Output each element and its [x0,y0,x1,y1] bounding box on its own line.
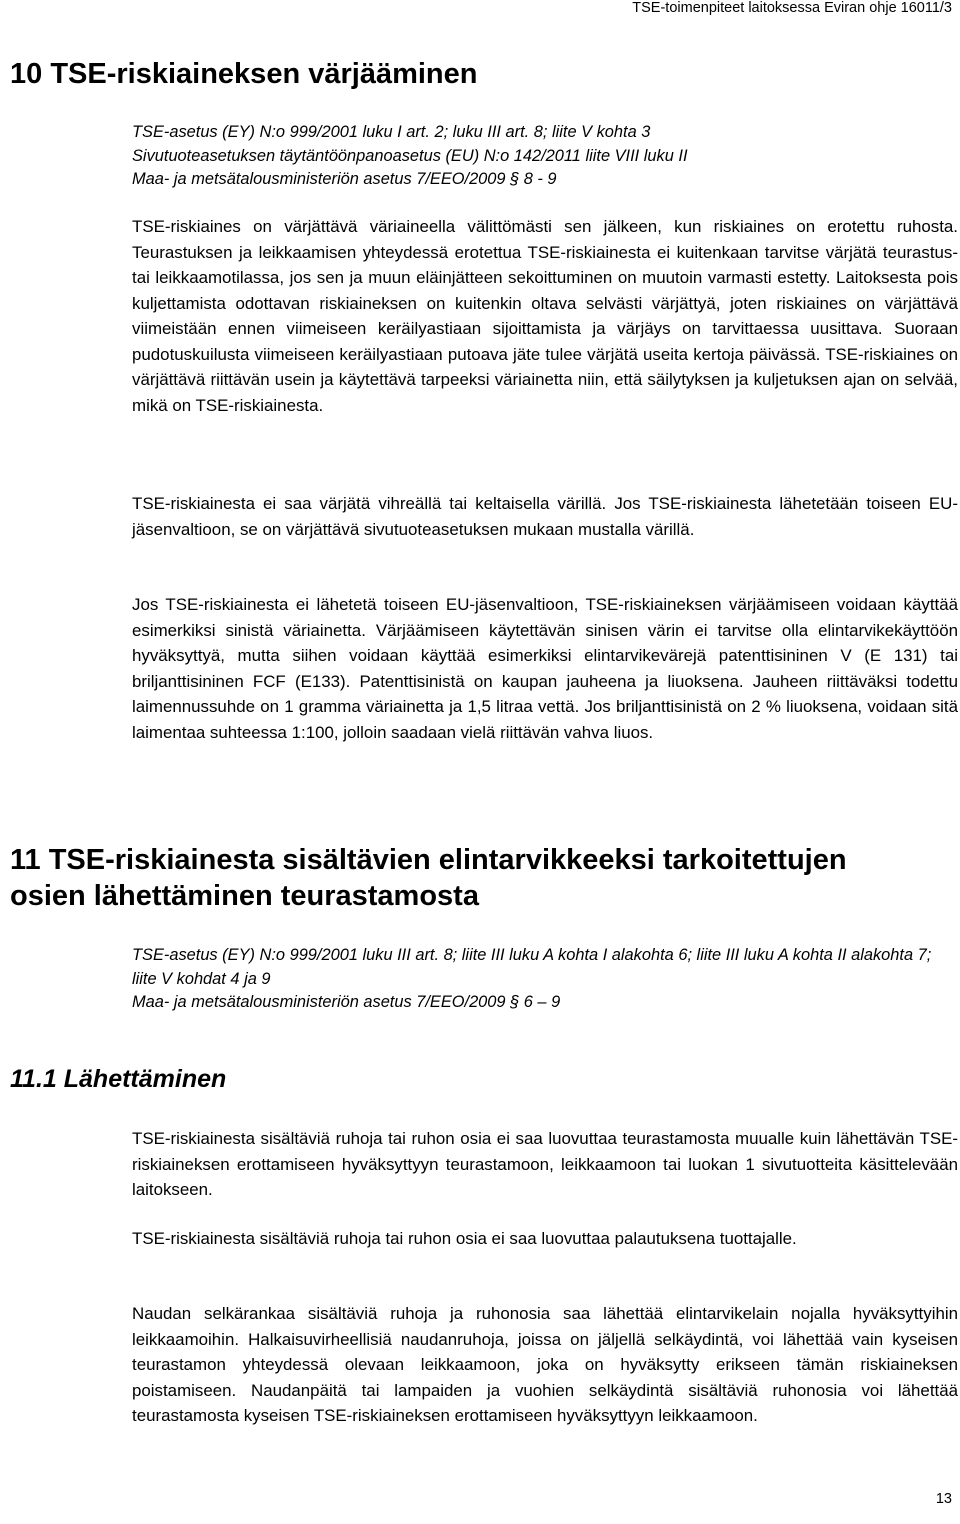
section-11-1-paragraph-3: Naudan selkärankaa sisältäviä ruhoja ja ruhonosia saa lähettää elintarvikelain nojalla hyväksyttyihin leikkaamoihin. Halkaisuvirheellisiä naudanruhoja, joissa on jäljellä selkäydintä, voi lähettää vain kyseisen teurastamon yhteydessä olevaan leikkaamoon, joka on hyväksytty erikseen tämän riskiaineksen poistamiseen. Naudanpäitä tai lampaiden ja vuohien selkäydintä sisältäviä ruhonosia voi lähettää teurastamosta kyseisen TSE-riskiaineksen erottamiseen hyväksyttyyn leikkaamoon. [132,1304,958,1425]
reference-line: Sivutuoteasetuksen täytäntöönpanoasetus (EU) N:o 142/2011 liite VIII luku II [132,146,688,165]
section-11-1-paragraph-1: TSE-riskiainesta sisältäviä ruhoja tai ruhon osia ei saa luovuttaa teurastamosta muualle kuin lähettävän TSE-riskiaineksen erottamiseen hyväksyttyyn teurastamoon, leikkaamoon tai luokan 1 sivutuotteita käsittelevään laitokseen. [132,1129,958,1199]
section-11-heading [10,842,847,914]
section-10-paragraph-1: TSE-riskiaines on värjättävä väriaineella välittömästi sen jälkeen, kun riskiaines on erotettu ruhosta. Teurastuksen ja leikkaamisen yhteydessä erotettua TSE-riskiainesta ei kuitenkaan tarvitse värjätä teurastus- tai leikkaamotilassa, jos sen ja muun eläinjätteen sekoittuminen on muutoin varmasti estetty. Laitoksesta pois kuljettamista odottavan riskiaineksen on kuitenkin oltava selvästi värjättyä, joten riskiaines on värjättävä viimeistään ennen viimeiseen keräilyastiaan sijoittamista ja värjäys on tarvittaessa uusittava. Suoraan pudotuskuilusta viimeiseen keräilyastiaan putoava jäte tulee värjätä useita kertoja päivässä. TSE-riskiaines on värjättävä riittävän usein ja käytettävä tarpeeksi väriainetta niin, että säilytyksen ja kuljetuksen ajan on selvää, mikä on TSE-riskiainesta. [132,217,958,415]
reference-line: Maa- ja metsätalousministeriön asetus 7/EEO/2009 § 6 – 9 [132,993,561,1011]
reference-line: TSE-asetus (EY) N:o 999/2001 luku I art. 2; luku III art. 8; liite V kohta 3 [132,123,651,141]
section-11-1-heading: 11.1 Lähettäminen [10,1065,227,1093]
running-header: TSE-toimenpiteet laitoksessa Eviran ohje 16011/3 [632,0,952,16]
reference-line: Maa- ja metsätalousministeriön asetus 7/EEO/2009 § 8 - 9 [132,170,557,188]
section-10-heading: 10 TSE-riskiaineksen värjääminen [10,58,478,90]
section-10-references [132,121,958,192]
section-11-heading-line-1: 11 TSE-riskiainesta sisältävien elintarvikkeeksi tarkoitettujen [10,844,847,876]
section-10-paragraph-2: TSE-riskiainesta ei saa värjätä vihreällä tai keltaisella värillä. Jos TSE-riskiainesta lähetetään toiseen EU-jäsenvaltioon, se on värjättävä sivutuoteasetuksen mukaan mustalla värillä. [132,494,958,539]
page-number: 13 [935,1491,952,1507]
section-11-heading-line-2: osien lähettäminen teurastamosta [10,880,479,912]
section-11-references [132,944,958,1015]
section-11-1-paragraph-2: TSE-riskiainesta sisältäviä ruhoja tai ruhon osia ei saa luovuttaa palautuksena tuottajalle. [132,1229,797,1248]
section-10-paragraph-3: Jos TSE-riskiainesta ei lähetetä toiseen EU-jäsenvaltioon, TSE-riskiaineksen värjäämiseen voidaan käyttää esimerkiksi sinistä väriainetta. Värjäämiseen käytettävän sinisen värin ei tarvitse olla elintarvikekäyttöön hyväksyttyä, mutta siihen voidaan käyttää esimerkiksi elintarvikevärejä patenttisininen V (E 131) tai briljanttisininen FCF (E133). Patenttisinistä on kaupan jauheena ja liuoksena. Jauheen riittäväksi todettu laimennussuhde on 1 gramma väriainetta ja 1,5 litraa vettä. Jos briljanttisinistä on 2 % liuoksena, voidaan sitä laimentaa suhteessa 1:100, jolloin saadaan vielä riittävän vahva liuos. [132,595,958,742]
reference-line: TSE-asetus (EY) N:o 999/2001 luku III art. 8; liite III luku A kohta I alakohta 6; liite III luku A kohta II alakohta 7; liite V kohdat 4 ja 9 [132,946,932,988]
